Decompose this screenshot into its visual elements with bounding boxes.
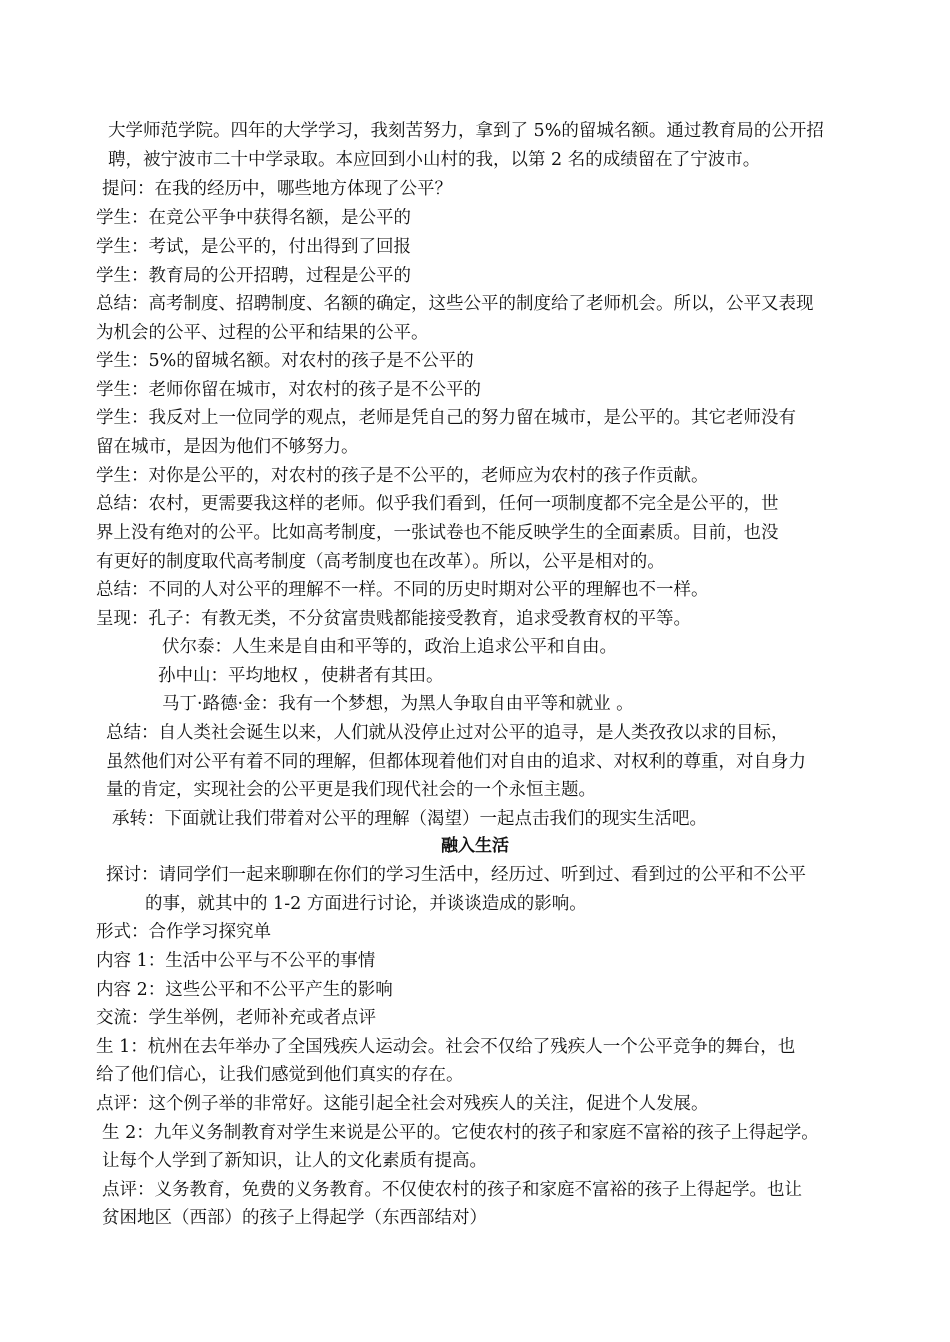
quote-line: 孙中山：平均地权 ，使耕者有其田。: [158, 666, 444, 686]
paragraph-line: 为机会的公平、过程的公平和结果的公平。: [96, 323, 429, 343]
paragraph-line: 点评：这个例子举的非常好。这能引起全社会对残疾人的关注，促进个人发展。: [96, 1094, 709, 1114]
paragraph-line: 承转：下面就让我们带着对公平的理解（渴望）一起点击我们的现实生活吧。: [112, 809, 707, 829]
quote-line: 伏尔泰：人生来是自由和平等的，政治上追求公平和自由。: [162, 637, 617, 657]
paragraph-line: 聘，被宁波市二十中学录取。本应回到小山村的我，以第 2 名的成绩留在了宁波市。: [108, 150, 761, 170]
paragraph-line: 量的肯定，实现社会的公平更是我们现代社会的一个永恒主题。: [106, 780, 596, 800]
paragraph-line: 界上没有绝对的公平。比如高考制度，一张试卷也不能反映学生的全面素质。目前，也没: [96, 523, 779, 543]
paragraph-line: 总结：不同的人对公平的理解不一样。不同的历史时期对公平的理解也不一样。: [96, 580, 709, 600]
paragraph-line: 大学师范学院。四年的大学学习，我刻苦努力，拿到了 5%的留城名额。通过教育局的公开招: [108, 121, 824, 141]
paragraph-line: 学生：考试，是公平的，付出得到了回报: [96, 237, 411, 257]
paragraph-line: 交流：学生举例，老师补充或者点评: [96, 1008, 376, 1028]
paragraph-line: 学生：在竞公平争中获得名额，是公平的: [96, 208, 411, 228]
paragraph-line: 留在城市，是因为他们不够努力。: [96, 437, 359, 457]
section-heading: 融入生活: [441, 836, 509, 856]
paragraph-line: 提问：在我的经历中，哪些地方体现了公平？: [102, 179, 452, 199]
paragraph-line: 探讨：请同学们一起来聊聊在你们的学习生活中，经历过、听到过、看到过的公平和不公平: [106, 865, 806, 885]
paragraph-line: 学生：教育局的公开招聘，过程是公平的: [96, 266, 411, 286]
paragraph-line: 学生：老师你留在城市，对农村的孩子是不公平的: [96, 380, 481, 400]
paragraph-line: 内容 2：这些公平和不公平产生的影响: [96, 980, 393, 1000]
paragraph-line: 虽然他们对公平有着不同的理解，但都体现着他们对自由的追求、对权利的尊重，对自身力: [106, 752, 806, 772]
paragraph-line: 给了他们信心，让我们感觉到他们真实的存在。: [96, 1065, 464, 1085]
paragraph-line: 的事，就其中的 1-2 方面进行讨论，并谈谈造成的影响。: [145, 894, 587, 914]
paragraph-line: 总结：高考制度、招聘制度、名额的确定，这些公平的制度给了老师机会。所以，公平又表现: [96, 294, 814, 314]
paragraph-line: 内容 1：生活中公平与不公平的事情: [96, 951, 376, 971]
paragraph-line: 呈现：孔子：有教无类，不分贫富贵贱都能接受教育，追求受教育权的平等。: [96, 609, 691, 629]
paragraph-line: 生 1：杭州在去年举办了全国残疾人运动会。社会不仅给了残疾人一个公平竞争的舞台，也: [96, 1037, 796, 1057]
paragraph-line: 有更好的制度取代高考制度（高考制度也在改革）。所以，公平是相对的。: [96, 552, 665, 572]
paragraph-line: 总结：自人类社会诞生以来，人们就从没停止过对公平的追寻，是人类孜孜以求的目标，: [106, 723, 789, 743]
paragraph-line: 形式：合作学习探究单: [96, 922, 271, 942]
paragraph-line: 学生：对你是公平的，对农村的孩子是不公平的，老师应为农村的孩子作贡献。: [96, 466, 709, 486]
quote-line: 马丁·路德·金：我有一个梦想，为黑人争取自由平等和就业 。: [162, 694, 634, 714]
paragraph-line: 贫困地区（西部）的孩子上得起学（东西部结对）: [102, 1208, 487, 1228]
paragraph-line: 生 2：九年义务制教育对学生来说是公平的。它使农村的孩子和家庭不富裕的孩子上得起学。: [102, 1123, 819, 1143]
paragraph-line: 学生：我反对上一位同学的观点，老师是凭自己的努力留在城市，是公平的。其它老师没有: [96, 408, 796, 428]
paragraph-line: 点评：义务教育，免费的义务教育。不仅使农村的孩子和家庭不富裕的孩子上得起学。也让: [102, 1180, 802, 1200]
paragraph-line: 学生：5%的留城名额。对农村的孩子是不公平的: [96, 351, 474, 371]
paragraph-line: 让每个人学到了新知识，让人的文化素质有提高。: [102, 1151, 487, 1171]
paragraph-line: 总结：农村，更需要我这样的老师。似乎我们看到，任何一项制度都不完全是公平的，世: [96, 494, 779, 514]
